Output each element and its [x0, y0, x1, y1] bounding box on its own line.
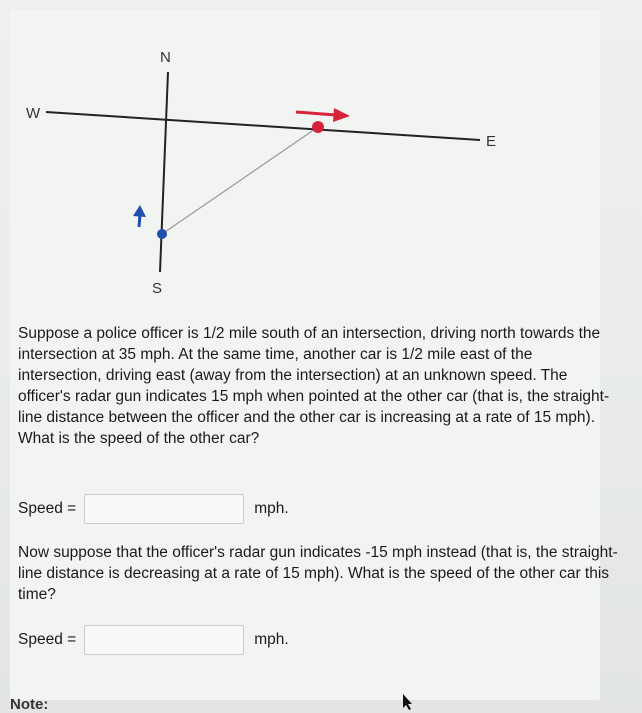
- intersection-diagram: [0, 0, 642, 330]
- speed-input-2[interactable]: [84, 625, 244, 655]
- north-south-axis: [160, 72, 168, 272]
- arrow-up-icon: [133, 205, 146, 227]
- sightline: [162, 127, 318, 234]
- part-two-statement: [18, 542, 618, 605]
- arrow-right-icon: [296, 108, 350, 122]
- officer-car: [157, 229, 167, 239]
- speed-label-1: Speed =: [18, 500, 77, 517]
- speed-label-2: Speed =: [18, 631, 77, 648]
- label-east: E: [486, 133, 497, 150]
- mouse-cursor-icon: [402, 693, 414, 711]
- problem-statement: [18, 323, 618, 449]
- label-west: W: [26, 105, 41, 122]
- problem-text: Suppose a police officer is 1/2 mile south of an intersection, driving north towards the intersection at 35 mph. At the same time, another car is 1/2 mile east of the intersection, driving east (away from the intersection) at an unknown speed. The officer's radar gun indicates 15 mph when pointed at the other car (that is, the straight-line distance between the officer and the other car is increasing at a rate of 15 mph). What is the speed of the other car?: [18, 325, 610, 447]
- west-east-axis: [46, 112, 480, 140]
- answer-row-2: [18, 625, 289, 655]
- note-label: Note:: [10, 696, 49, 713]
- label-north: N: [160, 49, 171, 66]
- label-south: S: [152, 280, 163, 297]
- other-car: [312, 121, 324, 133]
- answer-row-1: [18, 494, 289, 524]
- speed-input-1[interactable]: [84, 494, 244, 524]
- unit-label-1: mph.: [254, 500, 289, 517]
- part-two-text: Now suppose that the officer's radar gun indicates -15 mph instead (that is, the straight-line distance is decreasing at a rate of 15 mph). What is the speed of the other car this time?: [18, 544, 618, 603]
- unit-label-2: mph.: [254, 631, 289, 648]
